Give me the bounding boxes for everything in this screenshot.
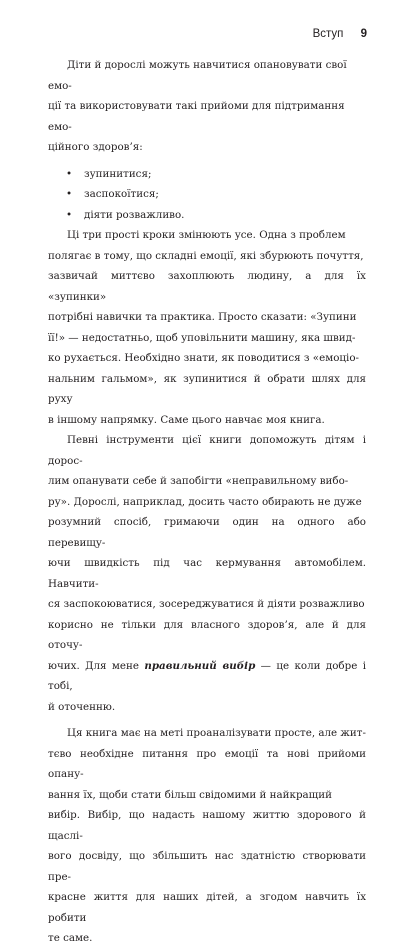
text-run: ючих. Для мене (48, 659, 145, 672)
paragraph-2 (48, 430, 366, 717)
list-item-text: зупинитися; (84, 167, 152, 180)
text-line: в іншому напрямку. Саме цього навчає моя книга. (48, 413, 325, 426)
text-line (48, 656, 366, 697)
text-line: Ці три прості кроки змінюють усе. Одна з проблем (67, 229, 346, 241)
text-line: її!» — недостатньо, щоб уповільнити машину, яка швид- (48, 331, 356, 344)
text-line: й оточенню. (48, 700, 116, 713)
text-line: потрібні навички та практика. Просто сказати: «Зупини (48, 311, 357, 323)
text-line: розумний спосіб, гримаючи один на одного або перевищу- (48, 516, 366, 549)
text-line: полягає в тому, що складні емоції, які збурюють почуття, (48, 249, 364, 262)
page-header (313, 28, 367, 40)
section-title: Вступ (312, 28, 344, 40)
body-text (48, 55, 366, 949)
text-line: вання їх, щоби стати більш свідомими й найкращий (48, 788, 332, 801)
emphasis-text: правильний вибір (144, 659, 256, 672)
list-item-text: діяти розважливо. (84, 208, 185, 221)
paragraph-1 (48, 225, 366, 430)
text-line: вибір. Вибір, що надасть нашому життю здорового й щаслі- (48, 809, 366, 842)
intro-line: ції та використовувати такі прийоми для підтримання емо- (48, 100, 345, 133)
bullet-icon: • (66, 188, 73, 200)
text-line: тєво необхідне питання про емоції та нові прийоми опану- (48, 747, 366, 780)
text-line: корисно не тільки для власного здоров’я, але й для оточу- (48, 618, 366, 651)
text-line: зазвичай миттєво захоплюють людину, а для їх «зупинки» (48, 270, 366, 303)
text-line: Певні інструменти цієї книги допоможуть дітям і дорос- (48, 434, 366, 467)
intro-line: Діти й дорослі можуть навчитися опановувати свої емо- (48, 59, 347, 92)
page-number: 9 (360, 28, 367, 40)
list-item (48, 205, 366, 226)
list-item (48, 164, 366, 185)
bullet-icon: • (66, 167, 73, 180)
intro-line: ційного здоров’я: (48, 141, 143, 153)
text-line: те саме. (48, 932, 93, 944)
list-item-text: заспокоїтися; (84, 188, 159, 200)
text-line: Ця книга має на меті проаналізувати просте, але жит- (67, 727, 366, 739)
text-run: — це коли добре і тобі, (48, 659, 366, 692)
text-line: лим опанувати себе й запобігти «неправильному вибо- (48, 475, 349, 487)
text-line: ючи швидкість під час кермування автомобілем. Навчити- (48, 557, 366, 590)
bullet-list (48, 164, 366, 226)
text-line: ся заспокоюватися, зосереджуватися й діяти розважливо (48, 598, 365, 610)
text-line: нальним гальмом», як зупинитися й обрати шлях для руху (48, 372, 366, 405)
bullet-icon: • (66, 208, 73, 221)
text-line: красне життя для наших дітей, а згодом навчить їх робити (48, 891, 366, 924)
list-item (48, 184, 366, 205)
paragraph-3 (48, 723, 366, 949)
text-line: вого досвіду, що збільшить нас здатністю створювати пре- (48, 850, 366, 883)
text-line: ру». Дорослі, наприклад, досить часто обирають не дуже (48, 495, 362, 508)
text-line: ко рухається. Необхідно знати, як поводитися з «емоціо- (48, 352, 359, 364)
